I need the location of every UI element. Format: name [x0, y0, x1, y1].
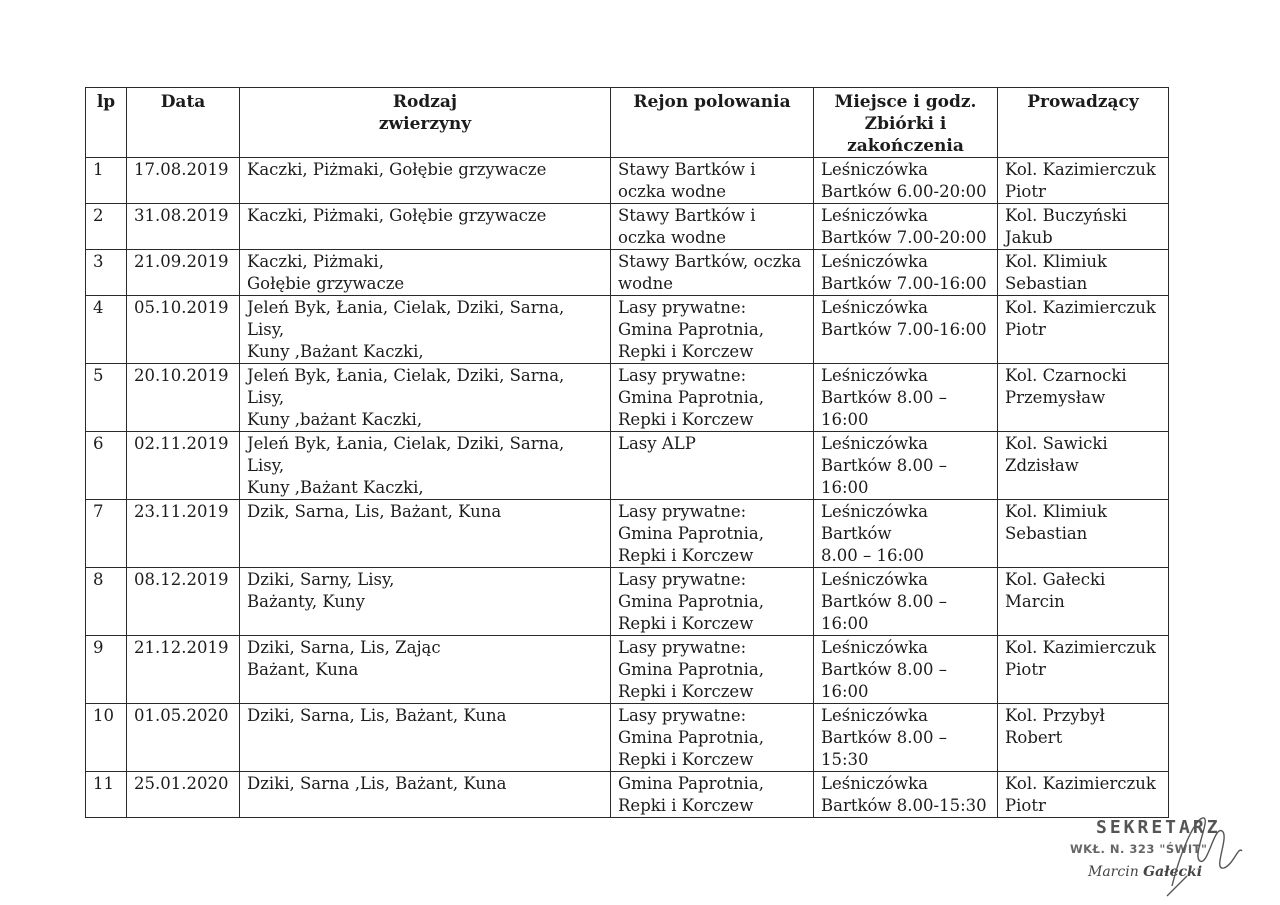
cell-lp: 7	[86, 500, 127, 568]
cell-game-type: Dzik, Sarna, Lis, Bażant, Kuna	[240, 500, 611, 568]
cell-lp: 11	[86, 772, 127, 818]
cell-date: 17.08.2019	[127, 158, 240, 204]
cell-date: 31.08.2019	[127, 204, 240, 250]
cell-meeting-place-time: Leśniczówka Bartków 8.00 – 16:00	[814, 364, 998, 432]
table-row	[86, 636, 1169, 704]
cell-lp: 8	[86, 568, 127, 636]
stamp-club-line: WKŁ. N. 323 "ŚWIT"	[1070, 842, 1208, 856]
table-row	[86, 250, 1169, 296]
cell-leader: Kol. Gałecki Marcin	[998, 568, 1169, 636]
stamp-signature-name: Marcin Gałecki	[1088, 864, 1203, 880]
cell-game-type: Dziki, Sarna, Lis, Zając Bażant, Kuna	[240, 636, 611, 704]
cell-hunting-area: Stawy Bartków i oczka wodne	[611, 158, 814, 204]
cell-leader: Kol. Kazimierczuk Piotr	[998, 636, 1169, 704]
table-row	[86, 772, 1169, 818]
cell-game-type: Dziki, Sarna ,Lis, Bażant, Kuna	[240, 772, 611, 818]
cell-hunting-area: Lasy ALP	[611, 432, 814, 500]
cell-date: 21.12.2019	[127, 636, 240, 704]
cell-meeting-place-time: Leśniczówka Bartków 7.00-16:00	[814, 296, 998, 364]
header-leader: Prowadzący	[998, 88, 1169, 158]
table-row	[86, 364, 1169, 432]
cell-date: 20.10.2019	[127, 364, 240, 432]
cell-hunting-area: Stawy Bartków i oczka wodne	[611, 204, 814, 250]
table-row	[86, 568, 1169, 636]
cell-game-type: Dziki, Sarny, Lisy, Bażanty, Kuny	[240, 568, 611, 636]
cell-meeting-place-time: Leśniczówka Bartków 8.00 – 16:00	[814, 432, 998, 500]
header-game-type: Rodzaj zwierzyny	[240, 88, 611, 158]
secretary-stamp	[1062, 812, 1262, 892]
cell-game-type: Kaczki, Piżmaki, Gołębie grzywacze	[240, 204, 611, 250]
cell-date: 08.12.2019	[127, 568, 240, 636]
cell-lp: 2	[86, 204, 127, 250]
cell-game-type: Jeleń Byk, Łania, Cielak, Dziki, Sarna, Lisy, Kuny ,Bażant Kaczki,	[240, 296, 611, 364]
cell-meeting-place-time: Leśniczówka Bartków 8.00 – 16:00	[814, 568, 998, 636]
cell-hunting-area: Lasy prywatne: Gmina Paprotnia, Repki i Korczew	[611, 364, 814, 432]
handwritten-signature	[1152, 806, 1252, 901]
cell-date: 23.11.2019	[127, 500, 240, 568]
header-hunting-area: Rejon polowania	[611, 88, 814, 158]
table-row	[86, 704, 1169, 772]
cell-leader: Kol. Kazimierczuk Piotr	[998, 772, 1169, 818]
cell-lp: 6	[86, 432, 127, 500]
cell-meeting-place-time: Leśniczówka Bartków 8.00-15:30	[814, 772, 998, 818]
cell-leader: Kol. Klimiuk Sebastian	[998, 250, 1169, 296]
cell-date: 02.11.2019	[127, 432, 240, 500]
table-row	[86, 296, 1169, 364]
header-lp: lp	[86, 88, 127, 158]
header-date: Data	[127, 88, 240, 158]
cell-lp: 9	[86, 636, 127, 704]
cell-leader: Kol. Czarnocki Przemysław	[998, 364, 1169, 432]
cell-hunting-area: Gmina Paprotnia, Repki i Korczew	[611, 772, 814, 818]
cell-meeting-place-time: Leśniczówka Bartków 8.00 – 16:00	[814, 636, 998, 704]
cell-leader: Kol. Kazimierczuk Piotr	[998, 158, 1169, 204]
cell-meeting-place-time: Leśniczówka Bartków 7.00-16:00	[814, 250, 998, 296]
cell-hunting-area: Lasy prywatne: Gmina Paprotnia, Repki i Korczew	[611, 568, 814, 636]
table-header-row	[86, 88, 1169, 158]
cell-meeting-place-time: Leśniczówka Bartków 8.00 – 16:00	[814, 500, 998, 568]
cell-game-type: Jeleń Byk, Łania, Cielak, Dziki, Sarna, Lisy, Kuny ,bażant Kaczki,	[240, 364, 611, 432]
cell-hunting-area: Stawy Bartków, oczka wodne	[611, 250, 814, 296]
cell-date: 25.01.2020	[127, 772, 240, 818]
cell-leader: Kol. Klimiuk Sebastian	[998, 500, 1169, 568]
cell-game-type: Kaczki, Piżmaki, Gołębie grzywacze	[240, 250, 611, 296]
cell-leader: Kol. Buczyński Jakub	[998, 204, 1169, 250]
cell-leader: Kol. Przybył Robert	[998, 704, 1169, 772]
cell-lp: 3	[86, 250, 127, 296]
header-meeting-place-time: Miejsce i godz. Zbiórki i zakończenia	[814, 88, 998, 158]
cell-leader: Kol. Kazimierczuk Piotr	[998, 296, 1169, 364]
cell-lp: 1	[86, 158, 127, 204]
cell-hunting-area: Lasy prywatne: Gmina Paprotnia, Repki i Korczew	[611, 704, 814, 772]
table-row	[86, 432, 1169, 500]
hunting-schedule-table	[85, 87, 1169, 818]
cell-hunting-area: Lasy prywatne: Gmina Paprotnia, Repki i Korczew	[611, 636, 814, 704]
cell-meeting-place-time: Leśniczówka Bartków 7.00-20:00	[814, 204, 998, 250]
cell-meeting-place-time: Leśniczówka Bartków 6.00-20:00	[814, 158, 998, 204]
cell-date: 21.09.2019	[127, 250, 240, 296]
cell-game-type: Dziki, Sarna, Lis, Bażant, Kuna	[240, 704, 611, 772]
table-row	[86, 500, 1169, 568]
cell-date: 01.05.2020	[127, 704, 240, 772]
cell-hunting-area: Lasy prywatne: Gmina Paprotnia, Repki i Korczew	[611, 296, 814, 364]
table-row	[86, 204, 1169, 250]
cell-leader: Kol. Sawicki Zdzisław	[998, 432, 1169, 500]
cell-date: 05.10.2019	[127, 296, 240, 364]
cell-game-type: Jeleń Byk, Łania, Cielak, Dziki, Sarna, Lisy, Kuny ,Bażant Kaczki,	[240, 432, 611, 500]
stamp-title: SEKRETARZ	[1096, 817, 1221, 838]
cell-lp: 5	[86, 364, 127, 432]
cell-meeting-place-time: Leśniczówka Bartków 8.00 – 15:30	[814, 704, 998, 772]
table-row	[86, 158, 1169, 204]
cell-lp: 4	[86, 296, 127, 364]
cell-game-type: Kaczki, Piżmaki, Gołębie grzywacze	[240, 158, 611, 204]
cell-lp: 10	[86, 704, 127, 772]
cell-hunting-area: Lasy prywatne: Gmina Paprotnia, Repki i Korczew	[611, 500, 814, 568]
